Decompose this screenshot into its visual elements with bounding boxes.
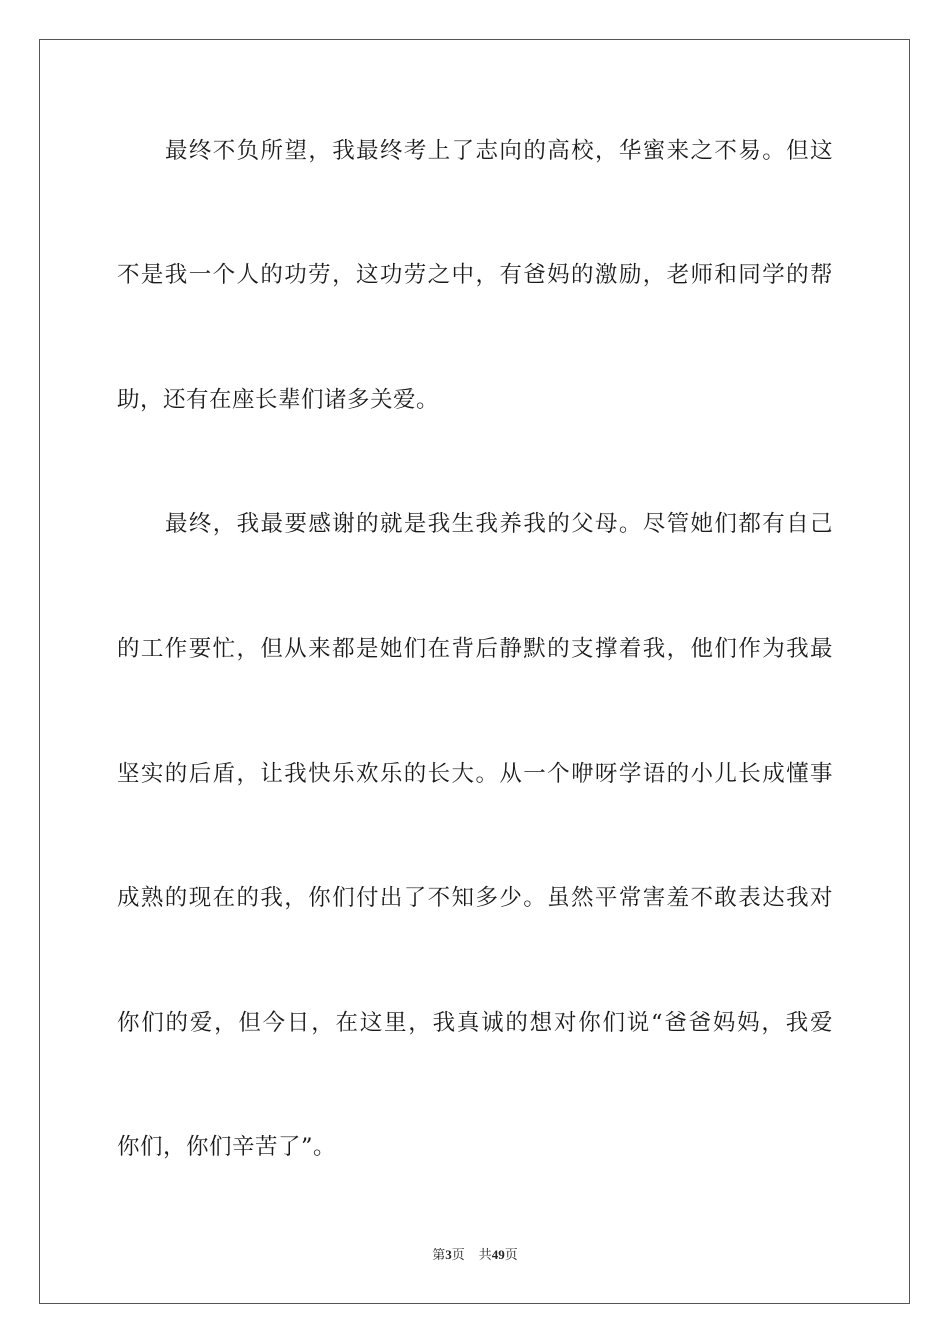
total-pages: 49 [491, 1247, 505, 1262]
paragraph-2-line-1: 最终，我最要感谢的就是我生我养我的父母。尽管她们都有自己 [165, 511, 833, 537]
page-border [39, 39, 910, 1304]
paragraph-2-line-2: 的工作要忙，但从来都是她们在背后静默的支撑着我，他们作为我最 [117, 636, 833, 662]
page-prefix: 第 [432, 1248, 446, 1263]
paragraph-1-line-1: 最终不负所望，我最终考上了志向的高校，华蜜来之不易。但这 [165, 138, 833, 164]
paragraph-2-line-5: 你们的爱，但今日，在这里，我真诚的想对你们说“爸爸妈妈，我爱 [117, 1010, 833, 1036]
page-footer [0, 1246, 950, 1265]
page-number: 3 [445, 1247, 452, 1262]
page-suffix: 页 [451, 1248, 465, 1263]
paragraph-2-line-3: 坚实的后盾，让我快乐欢乐的长大。从一个咿呀学语的小儿长成懂事 [117, 761, 833, 787]
paragraph-1-line-3: 助，还有在座长辈们诸多关爱。 [117, 387, 440, 413]
total-suffix: 页 [504, 1248, 518, 1263]
paragraph-2-line-6: 你们，你们辛苦了”。 [117, 1134, 337, 1160]
paragraph-2-line-4: 成熟的现在的我，你们付出了不知多少。虽然平常害羞不敢表达我对 [117, 885, 833, 911]
total-prefix: 共 [478, 1248, 492, 1263]
paragraph-1-line-2: 不是我一个人的功劳，这功劳之中，有爸妈的激励，老师和同学的帮 [117, 262, 833, 288]
